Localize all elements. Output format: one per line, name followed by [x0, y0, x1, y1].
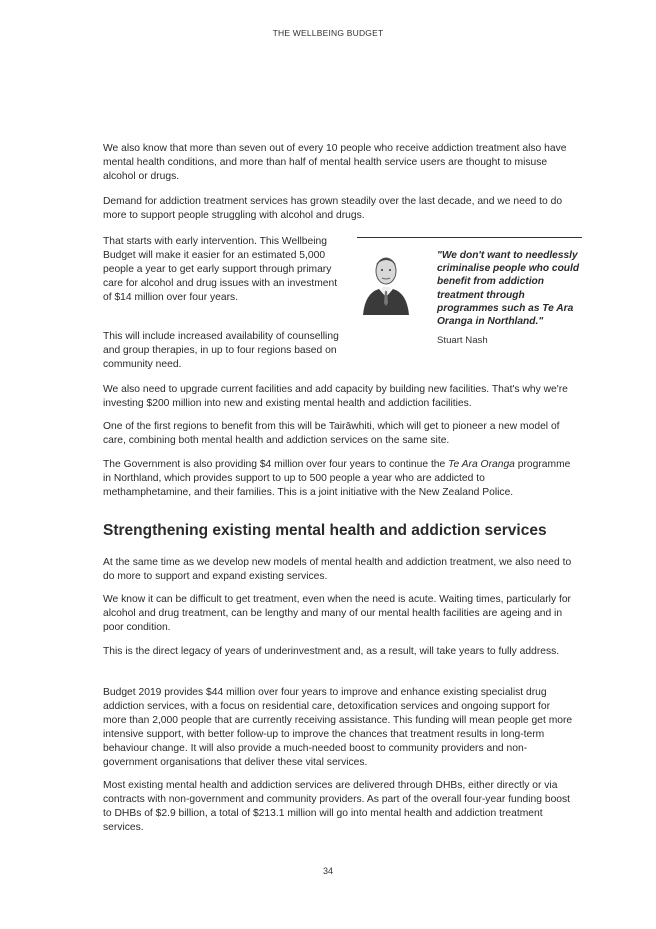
te-ara-oranga-text-b: programme in Northland, which provides support to up to 500 people a year who are addicted to methamphetamine, and their families. This is a joint initiative with the New Zealand Police. — [103, 459, 571, 498]
page-number: 34 — [322, 866, 333, 876]
portrait-image — [359, 251, 413, 315]
te-ara-oranga-emphasis: Te Ara Oranga — [448, 459, 515, 470]
paragraph-demand-growth: Demand for addiction treatment services has grown steadily over the last decade, and we need to do more to support people struggling with alcohol and drugs. — [103, 196, 563, 221]
paragraph-underinvestment: This is the direct legacy of years of underinvestment and, as a result, will take years to fully address. — [103, 646, 560, 657]
paragraph-expand-services: At the same time as we develop new models of mental health and addiction treatment, we also need to do more to support and expand existing services. — [103, 557, 572, 582]
pull-quote: "We don't want to needlessly criminalise people who could benefit from addiction treatment through programmes such as Te Ara Oranga in Northland." — [437, 250, 580, 328]
paragraph-waiting-times: We know it can be difficult to get treatment, even when the need is acute. Waiting times, particularly for alcohol and drug treatment, can be lengthy and many of our mental health facilities are ageing and in poor condition. — [103, 594, 571, 633]
paragraph-specialist-services: Budget 2019 provides $44 million over four years to improve and enhance existing specialist drug addiction services, with a focus on residential care, detoxification services and ongoing support for more than 2,000 people that are currently receiving assistance. This funding will mean people get more intensive support, with better follow-up to improve the chances that treatment results in long-term behaviour change. It will also provide a much-needed boost to community providers and non-government organisations that deliver these vital services. — [103, 687, 573, 768]
paragraph-facilities: We also need to upgrade current facilities and add capacity by building new facilities. That's why we're investing $200 million into new and existing mental health and addiction facilities. — [103, 384, 568, 409]
paragraph-tairawhiti: One of the first regions to benefit from this will be Tairāwhiti, which will get to pioneer a new model of care, combining both mental health and addiction services on the same site. — [103, 421, 560, 446]
paragraph-dhb-funding: Most existing mental health and addiction services are delivered through DHBs, either directly or via contracts with non-government and community providers. As part of the overall four-year funding boost to DHBs of $2.9 billion, a total of $213.1 million will go into mental health and addiction treatment services. — [103, 780, 571, 833]
te-ara-oranga-text-a: The Government is also providing $4 million over four years to continue the — [103, 459, 449, 470]
paragraph-early-intervention: That starts with early intervention. This Wellbeing Budget will make it easier for an estimated 5,000 people a year to get early support through primary care for alcohol and drug issues with an investment of $14 million over four years. — [103, 236, 338, 303]
paragraph-te-ara-oranga — [103, 458, 573, 500]
quote-attribution: Stuart Nash — [437, 335, 488, 346]
paragraph-counselling: This will include increased availability of counselling and group therapies, in up to four regions based on community need. — [103, 331, 339, 370]
running-header: THE WELLBEING BUDGET — [272, 28, 384, 38]
paragraph-addiction-comorbidity: We also know that more than seven out of every 10 people who receive addiction treatment also have mental health conditions, and more than half of mental health service users are thought to misuse alcohol or drugs. — [103, 143, 567, 182]
quote-divider — [357, 237, 582, 238]
section-heading: Strengthening existing mental health and addiction services — [103, 522, 547, 539]
